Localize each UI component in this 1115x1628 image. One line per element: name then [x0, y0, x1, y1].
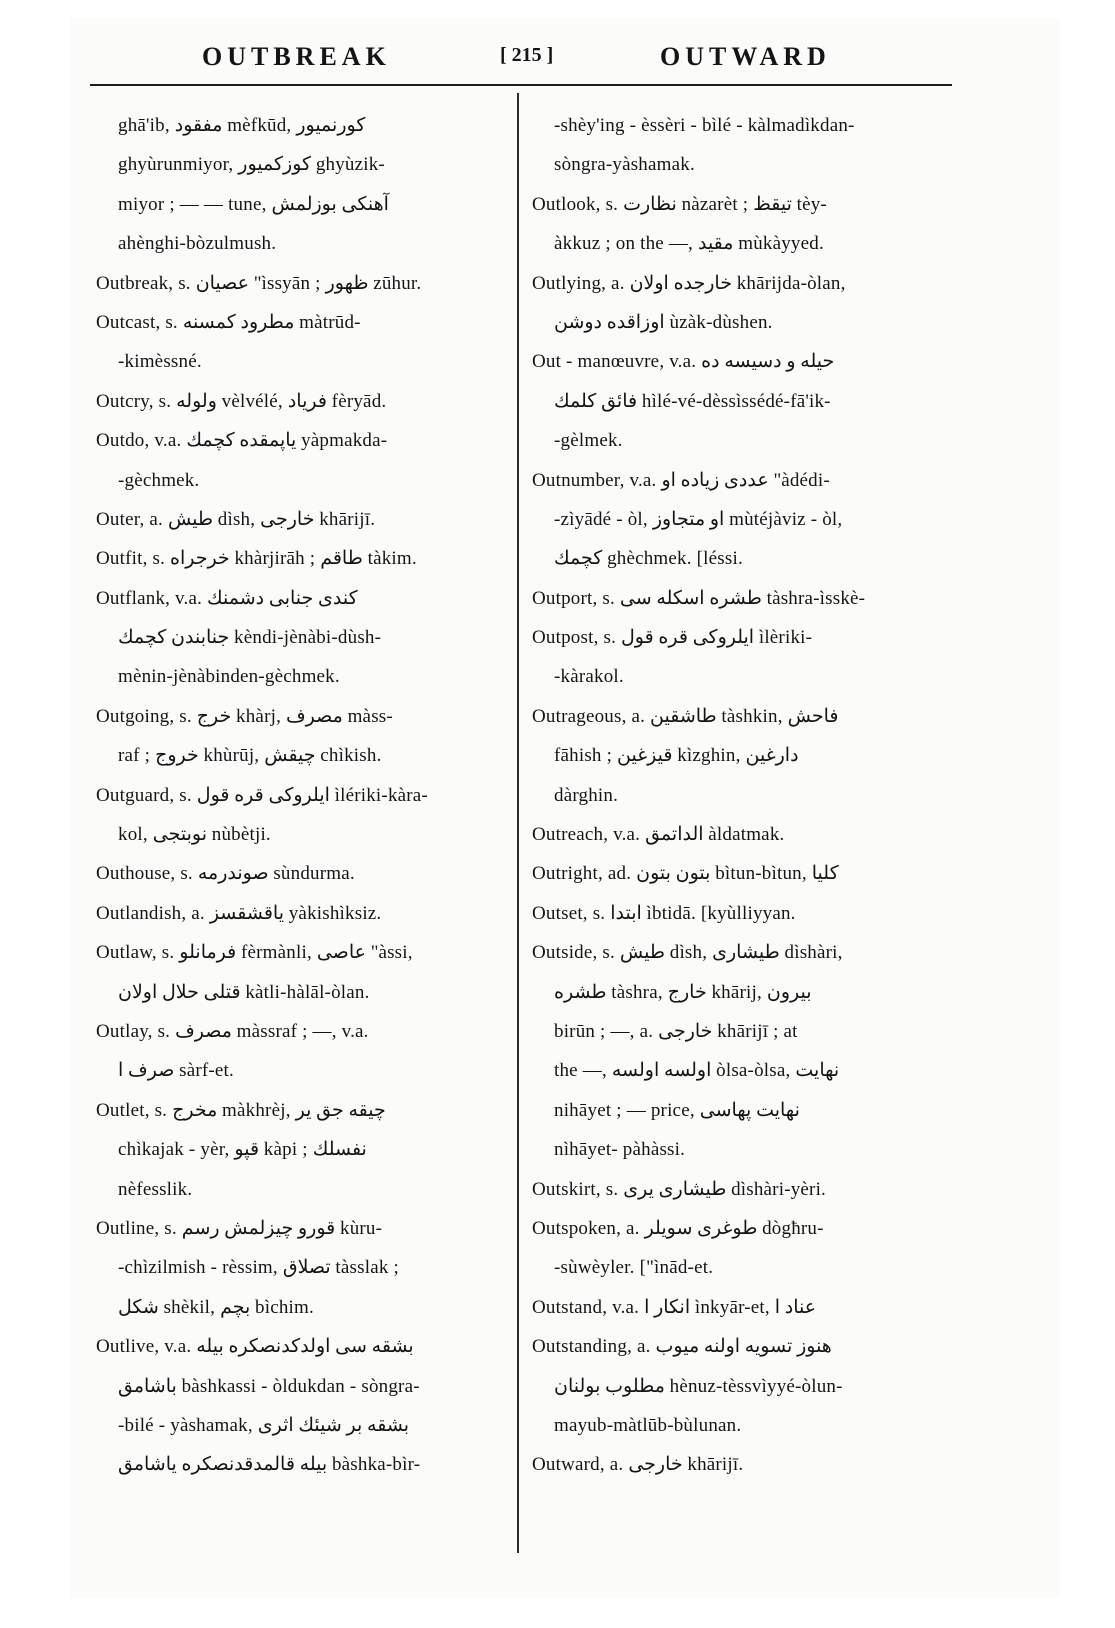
entry-line: Outlive, v.a. بشقه سى اولدكدنصكره بيله	[96, 1336, 414, 1358]
entry-line: ghyùrunmiyor, كوزكميور ghyùzik-	[118, 154, 385, 176]
entry-line: Outlying, a. خارجده اولان khārijda-òlan,	[532, 272, 846, 294]
dictionary-page	[70, 18, 1060, 1598]
entry-line: dàrghin.	[554, 784, 619, 806]
entry-line: باشامق bàshkassi - òldukdan - sòngra-	[118, 1375, 420, 1397]
entry-line: طشره tàshra, خارج khārij, بيرون	[554, 981, 812, 1003]
entry-line: -gèchmek.	[118, 469, 200, 491]
header-left-word: OUTBREAK	[202, 42, 391, 71]
entry-line: Outspoken, a. طوغرى سويلر dògħru-	[532, 1217, 824, 1239]
entry-line: بيله قالمدقدنصكره ياشامق bàshka-bìr-	[118, 1454, 421, 1476]
entry-line: Out - manœuvre, v.a. حيله و دسيسه ده	[532, 351, 835, 373]
entry-line: sòngra-yàshamak.	[554, 154, 695, 176]
entry-line: nèfesslik.	[118, 1178, 193, 1200]
entry-line: nìhāyet- pàhàssi.	[554, 1139, 686, 1161]
entry-line: قتلى حلال اولان kàtli-hàlāl-òlan.	[118, 981, 370, 1003]
entry-line: Outbreak, s. عصيان "ìssyān ; ظهور zūhur.	[96, 272, 422, 294]
entry-line: Outcast, s. مطرود كمسنه màtrūd-	[96, 311, 361, 333]
entry-line: Outset, s. ابتدا ìbtidā. [kyùlliyyan.	[532, 902, 796, 924]
entry-line: ahènghi-bòzulmush.	[118, 233, 277, 255]
entry-line: Outnumber, v.a. عددى زياده او "àdédi-	[532, 469, 830, 491]
entry-line: ghā'ib, مفقود mèfkūd, كورنميور	[118, 115, 366, 136]
entry-line: Outstanding, a. هنوز تسويه اولنه ميوب	[532, 1336, 832, 1358]
entry-line: fāhish ; قيزغين kìzghin, دارغين	[554, 745, 799, 767]
entry-line: the —, اولسه اولسه òlsa-òlsa, نهايت	[554, 1060, 840, 1082]
entry-line: Outdo, v.a. ياپمقده كچمك yàpmakda-	[96, 430, 388, 452]
entry-line: Outlay, s. مصرف màssraf ; —, v.a.	[96, 1020, 369, 1042]
entry-line: Outlaw, s. فرمانلو fèrmànli, عاصى "àssi,	[96, 942, 413, 964]
entry-line: Outer, a. طيش dìsh, خارجى khārijī.	[96, 508, 376, 530]
entry-line: Outlandish, a. ياقشقسز yàkishìksiz.	[96, 902, 382, 924]
entry-line: chìkajak - yèr, قپو kàpi ; نفسلك	[118, 1139, 367, 1161]
entry-line: Outward, a. خارجى khārijī.	[532, 1454, 744, 1476]
entry-line: شكل shèkil, بچم bìchim.	[118, 1296, 314, 1318]
entry-line: صرف ا sàrf-et.	[118, 1060, 234, 1082]
column-divider	[517, 93, 519, 1553]
entry-line: -gèlmek.	[554, 430, 623, 452]
entry-line: mayub-màtlūb-bùlunan.	[554, 1414, 742, 1436]
entry-line: -zìyādé - òl, او متجاوز mùtéjàviz - òl,	[554, 508, 843, 530]
entry-line: Outport, s. طشره اسكله سى tàshra-ìsskè-	[532, 587, 866, 609]
entry-line: -kàrakol.	[554, 666, 624, 688]
entry-line: Outstand, v.a. انكار ا ìnkyār-et, عناد ا	[532, 1296, 817, 1318]
entry-line: مطلوب بولنان hènuz-tèssvìyyé-òlun-	[554, 1375, 843, 1397]
entry-line: Outright, ad. بتون بتون bìtun-bìtun, كليا	[532, 863, 839, 885]
left-column	[96, 106, 508, 1485]
entry-line: Outrageous, a. طاشقين tàshkin, فاحش	[532, 705, 839, 727]
entry-line: mènin-jènàbinden-gèchmek.	[118, 666, 340, 688]
entry-line: Outline, s. قورو چيزلمش رسم kùru-	[96, 1217, 383, 1239]
entry-line: Outguard, s. ايلروكى قره قول ìlériki-kàra-	[96, 784, 428, 806]
entry-line: kol, نوبتجى nùbètji.	[118, 824, 271, 846]
entry-line: nihāyet ; — price, نهايت پهاسى	[554, 1099, 800, 1121]
entry-line: raf ; خروج khùrūj, چيقش chìkish.	[118, 745, 382, 767]
entry-line: àkkuz ; on the —, مقيد mùkàyyed.	[554, 233, 824, 255]
entry-line: -sùwèyler. ["ìnād-et.	[554, 1257, 714, 1279]
entry-line: جنابندن كچمك kèndi-jènàbi-dùsh-	[118, 627, 382, 649]
entry-line: Outcry, s. ولوله vèlvélé, فرياد fèryād.	[96, 390, 387, 412]
page-number: [ 215 ]	[500, 44, 554, 66]
entry-line: -chìzilmish - rèssim, تصلاق tàsslak ;	[118, 1257, 399, 1279]
entry-line: Outfit, s. خرجراه khàrjirāh ; طاقم tàkim.	[96, 548, 417, 570]
entry-line: كچمك ghèchmek. [léssi.	[554, 548, 743, 570]
entry-line: miyor ; — — tune, آهنكى بوزلمش	[118, 193, 389, 215]
entry-line: Outhouse, s. صوندرمه sùndurma.	[96, 863, 355, 885]
entry-line: Outgoing, s. خرج khàrj, مصرف màss-	[96, 705, 393, 727]
header-rule	[90, 84, 952, 86]
header-right-word: OUTWARD	[660, 42, 831, 71]
entry-line: Outside, s. طيش dìsh, طيشارى dìshàri,	[532, 942, 843, 964]
entry-line: Outlet, s. مخرج màkhrèj, چيقه جق ير	[96, 1099, 386, 1121]
entry-line: Outskirt, s. طيشارى يرى dìshàri-yèri.	[532, 1178, 827, 1200]
entry-line: Outpost, s. ايلروكى قره قول ìlèriki-	[532, 627, 813, 649]
entry-line: Outflank, v.a. كندى جنابى دشمنك	[96, 587, 358, 609]
entry-line: Outreach, v.a. الداتمق àldatmak.	[532, 824, 785, 846]
entry-line: -shèy'ing - èssèri - bìlé - kàlmadìkdan-	[554, 115, 855, 136]
running-header	[90, 42, 1020, 82]
entry-line: -bilé - yàshamak, بشقه بر شيئك اثرى	[118, 1414, 410, 1436]
entry-line: فائق كلمك hìlé-vé-dèssìssédé-fā'ik-	[554, 390, 831, 412]
entry-line: Outlook, s. نظارت nàzarèt ; تيقظ tèy-	[532, 193, 827, 215]
entry-line: اوزاقده دوشن ùzàk-dùshen.	[554, 311, 773, 333]
entry-line: birūn ; —, a. خارجى khārijī ; at	[554, 1020, 798, 1042]
entry-line: -kimèssné.	[118, 351, 202, 373]
right-column	[532, 106, 952, 1485]
